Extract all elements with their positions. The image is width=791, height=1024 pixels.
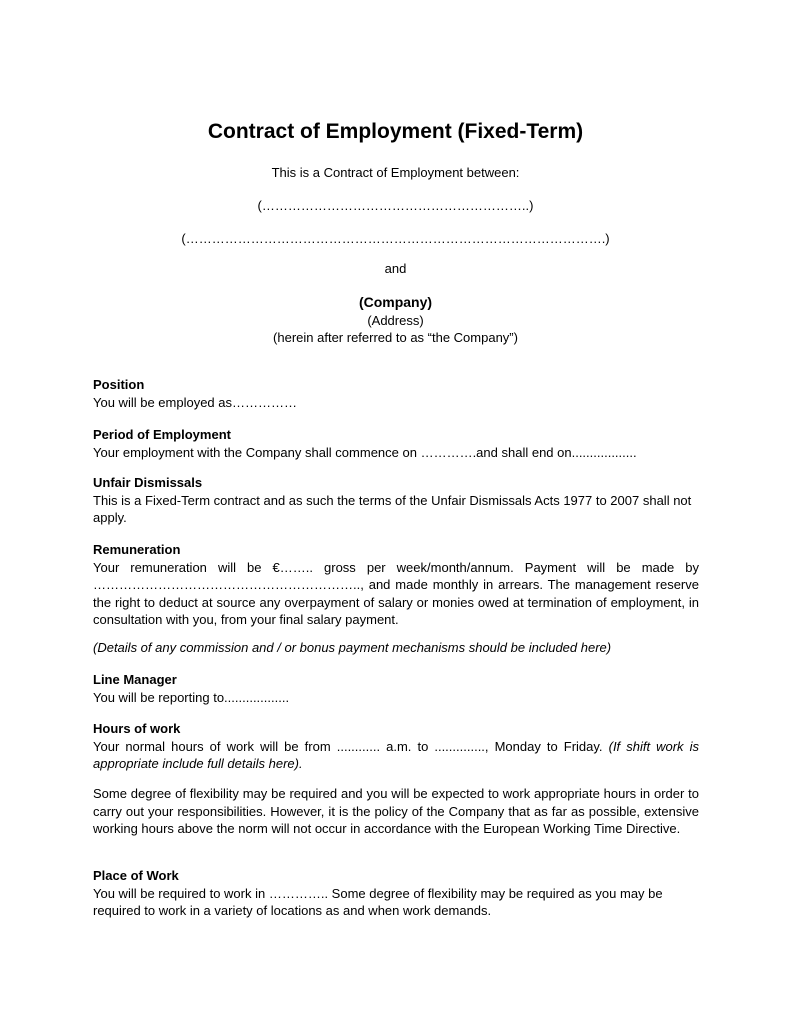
section-remuneration bbox=[93, 541, 699, 629]
section-body: Your remuneration will be €…….. gross per week/month/annum. Payment will be made by …………………………………………………….., and made monthly in arrears. The management reserve the right to deduct at source any overpayment of salary or monies owed at termination of employment, in consultation with you, from your final salary payment. bbox=[93, 559, 699, 627]
party-line-1: (……………………………………………………..) bbox=[257, 198, 534, 213]
hours-text: Your normal hours of work will be from ............ a.m. to .............., Monday to Friday. bbox=[93, 738, 603, 754]
section-position bbox=[93, 376, 699, 411]
section-line-manager bbox=[93, 671, 699, 706]
company-address: (Address) bbox=[367, 313, 424, 328]
section-body bbox=[93, 738, 699, 773]
section-heading: Period of Employment bbox=[93, 427, 231, 442]
flexibility-text: Some degree of flexibility may be required and you will be expected to work appropriate hours in order to carry out your responsibilities. However, it is the policy of the Company that as far as possible, extensive working hours above the norm will not occur in accordance with the European Working Time Directive. bbox=[93, 786, 699, 836]
section-heading: Line Manager bbox=[93, 672, 177, 687]
section-body: You will be reporting to.................. bbox=[93, 689, 290, 705]
section-body: This is a Fixed-Term contract and as such the terms of the Unfair Dismissals Acts 1977 to 2007 shall not apply. bbox=[93, 492, 692, 525]
commission-note: (Details of any commission and / or bonus payment mechanisms should be included here) bbox=[93, 640, 612, 655]
remuneration-note bbox=[93, 639, 699, 657]
company-reference: (herein after referred to as “the Company”) bbox=[273, 330, 518, 345]
document-title: Contract of Employment (Fixed-Term) bbox=[207, 120, 584, 143]
section-heading: Unfair Dismissals bbox=[93, 475, 203, 490]
section-heading: Hours of work bbox=[93, 721, 181, 736]
section-heading: Position bbox=[93, 377, 145, 392]
section-heading: Place of Work bbox=[93, 868, 179, 883]
party-line-2: (…………………………………………………………………………………….) bbox=[181, 231, 610, 246]
section-period-of-employment bbox=[93, 426, 699, 461]
section-unfair-dismissals bbox=[93, 474, 699, 527]
section-body: You will be required to work in ………….. Some degree of flexibility may be required as you may be required to work in a variety of locations as and when work demands. bbox=[93, 885, 663, 918]
company-name: (Company) bbox=[358, 294, 433, 310]
shift-note: (If shift work is appropriate include full details here). bbox=[93, 738, 699, 771]
section-place-of-work bbox=[93, 867, 699, 920]
and-text: and bbox=[384, 261, 407, 276]
hours-flexibility bbox=[93, 785, 699, 838]
intro-text: This is a Contract of Employment between: bbox=[271, 165, 520, 180]
section-heading: Remuneration bbox=[93, 542, 181, 557]
section-body: Your employment with the Company shall commence on ………….and shall end on.................. bbox=[93, 444, 637, 460]
section-body: You will be employed as…………… bbox=[93, 394, 297, 410]
section-hours-of-work bbox=[93, 720, 699, 773]
